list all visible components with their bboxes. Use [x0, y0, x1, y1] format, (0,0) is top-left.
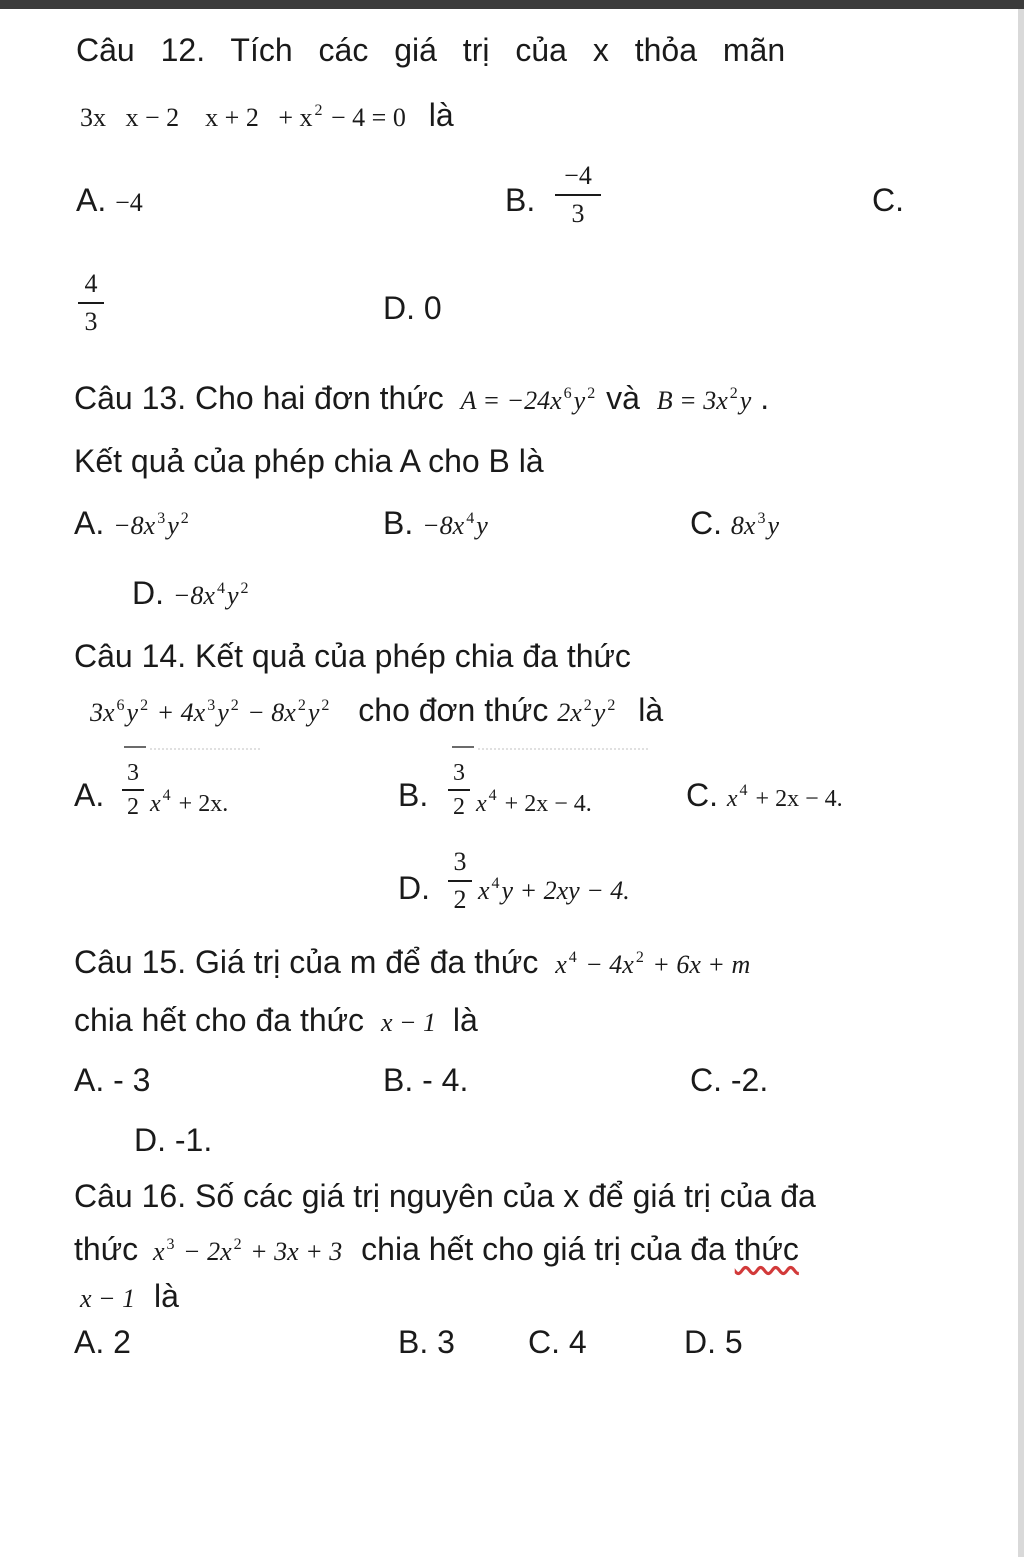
q15-title-line [74, 942, 750, 989]
q15-line2 [74, 1000, 478, 1043]
q12-c-label: C. [872, 182, 904, 218]
q12-b-fraction [555, 162, 601, 228]
decorative-dash [124, 746, 146, 748]
q14-p3e: 3 [207, 697, 216, 714]
q13-va: và [606, 380, 640, 416]
q15-title: Câu 15. Giá trị của m để đa thức [74, 944, 539, 980]
q14-c-tail-1: x [726, 786, 738, 812]
q15-option-c [690, 1060, 768, 1100]
q14-b-frac-den: 2 [453, 794, 465, 820]
q15-e1: x [555, 950, 567, 979]
q15-b: B. - 4. [383, 1062, 469, 1098]
q13-intro-line [74, 378, 769, 425]
q16-option-c [528, 1322, 587, 1362]
q14-p5e: 2 [297, 697, 306, 714]
q12-d-text: D. 0 [383, 290, 442, 326]
q15-c: C. -2. [690, 1062, 769, 1098]
q14-title [74, 636, 631, 676]
q13-a-opt-e1: 3 [157, 510, 166, 527]
q12-eq-part2: − 4 = 0 [324, 103, 406, 132]
q14-option-c [686, 775, 843, 822]
fraction-bar [448, 880, 472, 882]
q13-a-opt-1: −8x [113, 511, 156, 540]
q12-b-label: B. [505, 182, 536, 218]
q13-b-exp-x: 2 [729, 385, 738, 402]
q14-p1e: 6 [116, 697, 125, 714]
q13-a-label: A. [74, 505, 105, 541]
q13-a-exp-x: 6 [563, 385, 572, 402]
q13-a-expr-2: y [573, 386, 586, 415]
faint-dotted-line [478, 748, 648, 750]
q14-p2: y [126, 698, 139, 727]
q13-option-b [383, 503, 488, 550]
q14-b-tail-1: x [476, 791, 487, 817]
q13-c-label: C. [690, 505, 722, 541]
q14-p4: y [217, 698, 229, 727]
q14-b-label: B. [398, 777, 429, 813]
q13-d-opt-2: y [226, 581, 239, 610]
q16-e1: x [153, 1237, 165, 1266]
faint-dotted-line [150, 748, 260, 750]
q15-a: A. - 3 [74, 1062, 151, 1098]
q13-option-d [132, 573, 251, 620]
q13-option-c [690, 503, 779, 550]
q14-q2e: 2 [607, 697, 616, 714]
q13-c-opt-e1: 3 [757, 510, 766, 527]
q12-eq-exp: 2 [314, 102, 323, 119]
q16-option-d [684, 1322, 743, 1362]
q16-option-b [398, 1322, 455, 1362]
q16-divisor: x − 1 [80, 1284, 136, 1313]
q14-a-tail [150, 787, 229, 817]
q12-title-text: Câu 12. Tích các giá trị của x thỏa mãn [76, 32, 786, 68]
q15-la: là [452, 1002, 478, 1038]
q16-title [74, 1176, 816, 1216]
q13-a-opt-e2: 2 [180, 510, 189, 527]
q16-b: B. 3 [398, 1324, 455, 1360]
q16-polynomial [153, 1237, 342, 1266]
q16-d: D. 5 [684, 1324, 743, 1360]
q13-a-opt-2: y [167, 511, 179, 540]
q13-line2-text: Kết quả của phép chia A cho B là [74, 443, 544, 479]
q14-p6: y [307, 698, 320, 727]
q14-p6e: 2 [321, 697, 330, 714]
q12-la: là [428, 97, 454, 133]
q13-option-a [74, 503, 191, 550]
q14-option-d-tail [478, 868, 630, 915]
q13-a-expr-1: A = −24x [460, 386, 562, 415]
q16-title-text: Câu 16. Số các giá trị nguyên của x để giá trị của đa [74, 1178, 816, 1214]
q13-b-option [422, 511, 488, 540]
q15-option-b [383, 1060, 468, 1100]
q14-b-tail-2: + 2x − 4. [498, 791, 592, 817]
q12-c-num: 4 [84, 269, 98, 298]
q14-option-b-tail [476, 780, 592, 827]
q14-option-d-label [398, 868, 430, 908]
q13-a-exp-y: 2 [587, 385, 596, 402]
q16-e2: − 2x [176, 1237, 232, 1266]
q12-c-fraction [78, 270, 104, 336]
q12-title [76, 30, 785, 70]
q14-a-tail-2: + 2x. [172, 791, 229, 817]
decorative-dash [452, 746, 474, 748]
q15-polynomial [555, 950, 750, 979]
q15-e2e: 2 [635, 949, 644, 966]
q14-d-label: D. [398, 870, 430, 906]
q14-a-frac-den: 2 [127, 794, 139, 820]
q13-c-opt-2: y [767, 511, 779, 540]
q13-b-expression [657, 386, 752, 415]
q13-c-opt-1: 8x [730, 511, 756, 540]
q14-c-tail-2: + 2x − 4. [749, 786, 843, 812]
q13-c-option [731, 511, 779, 540]
q14-d-frac-den: 2 [453, 885, 467, 914]
q13-b-expr-1: B = 3x [656, 386, 728, 415]
q12-option-d [383, 288, 442, 328]
page-right-edge [1018, 9, 1024, 1557]
q15-e2: − 4x [578, 950, 634, 979]
q14-d-tail-1: x [478, 876, 490, 905]
q14-mid: cho đơn thức [358, 692, 549, 728]
q16-mid: chia hết cho giá trị của đa [361, 1231, 726, 1267]
q14-b-tail [476, 787, 592, 817]
q12-a-label: A. [76, 182, 107, 218]
q14-b-frac-num: 3 [453, 760, 465, 786]
q14-title-text: Câu 14. Kết quả của phép chia đa thức [74, 638, 631, 674]
q13-d-label: D. [132, 575, 164, 611]
q13-intro: Câu 13. Cho hai đơn thức [74, 380, 444, 416]
q14-c-label: C. [686, 777, 718, 813]
q14-p1: 3x [90, 698, 115, 727]
q12-equation [80, 103, 406, 132]
q16-line3 [80, 1276, 179, 1319]
q16-option-a [74, 1322, 131, 1362]
q12-eq-part1: 3x x − 2 x + 2 + x [80, 103, 313, 132]
q15-d: D. -1. [134, 1122, 213, 1158]
q16-la: là [153, 1278, 179, 1314]
q12-c-den: 3 [84, 307, 98, 336]
q14-d-fraction [448, 848, 472, 914]
q12-b-num: −4 [564, 161, 592, 190]
q13-d-opt-e1: 4 [216, 580, 225, 597]
q12-option-b-label [505, 180, 535, 220]
q14-c-tail [726, 782, 843, 812]
q15-line2-text: chia hết cho đa thức [74, 1002, 365, 1038]
q16-e3: + 3x + 3 [243, 1237, 343, 1266]
q14-b-tail-e: 4 [488, 787, 497, 804]
q14-p5: − 8x [240, 698, 296, 727]
q13-b-opt-e1: 4 [466, 510, 475, 527]
q14-a-frac-num: 3 [127, 760, 139, 786]
q14-divisor [557, 698, 617, 727]
q13-b-label: B. [383, 505, 414, 541]
q13-period: . [760, 380, 770, 416]
q13-b-expr-2: y [739, 386, 752, 415]
q14-p3: + 4x [150, 698, 206, 727]
q15-e1e: 4 [568, 949, 577, 966]
q16-line2 [74, 1229, 799, 1276]
q13-d-opt-e2: 2 [240, 580, 249, 597]
q13-a-option [113, 511, 191, 540]
q13-line2 [74, 441, 544, 481]
q16-a: A. 2 [74, 1324, 131, 1360]
q14-polynomial-line [90, 690, 663, 737]
q15-option-d [134, 1120, 212, 1160]
q14-la: là [638, 692, 664, 728]
q14-option-a-tail [150, 780, 228, 827]
q14-d-tail-e: 4 [491, 875, 500, 892]
q14-p4e: 2 [230, 697, 239, 714]
q14-p2e: 2 [140, 697, 149, 714]
fraction-bar [122, 789, 144, 791]
q14-a-tail-e: 4 [162, 787, 171, 804]
q13-a-expression [461, 386, 598, 415]
q16-thuc: thức [74, 1231, 139, 1267]
q12-option-c-label [872, 180, 904, 220]
q12-option-a [76, 180, 143, 223]
q14-a-label: A. [74, 777, 105, 813]
q14-a-fraction [122, 760, 144, 820]
q14-a-tail-1: x [150, 791, 161, 817]
q16-c: C. 4 [528, 1324, 587, 1360]
q16-thuc2: thức [734, 1231, 799, 1267]
q14-d-tail [478, 876, 630, 905]
q14-d-tail-2: y + 2xy − 4. [501, 876, 630, 905]
q13-d-opt-1: −8x [172, 581, 215, 610]
q14-q1: 2x [557, 698, 582, 727]
q16-e1e: 3 [166, 1236, 175, 1253]
fraction-bar [555, 194, 601, 196]
q12-b-den: 3 [571, 199, 585, 228]
top-bar [0, 0, 1024, 9]
fraction-bar [78, 302, 104, 304]
q14-option-b-label [398, 775, 428, 815]
q12-equation-line [80, 95, 454, 142]
q14-d-frac-num: 3 [453, 847, 467, 876]
q13-b-opt-1: −8x [422, 511, 465, 540]
fraction-bar [448, 789, 470, 791]
q14-q1e: 2 [583, 697, 592, 714]
q12-a-value: −4 [115, 188, 143, 217]
q14-b-fraction [448, 760, 470, 820]
q14-c-tail-e: 4 [739, 782, 748, 799]
q15-divisor: x − 1 [380, 1008, 437, 1037]
q14-option-a-label [74, 775, 104, 815]
q15-e3: + 6x + m [645, 950, 751, 979]
q13-b-opt-2: y [476, 511, 488, 540]
q15-option-a [74, 1060, 150, 1100]
q13-d-option [173, 581, 251, 610]
q14-q2: y [593, 698, 606, 727]
q16-e2e: 2 [233, 1236, 242, 1253]
q14-polynomial [90, 698, 331, 727]
